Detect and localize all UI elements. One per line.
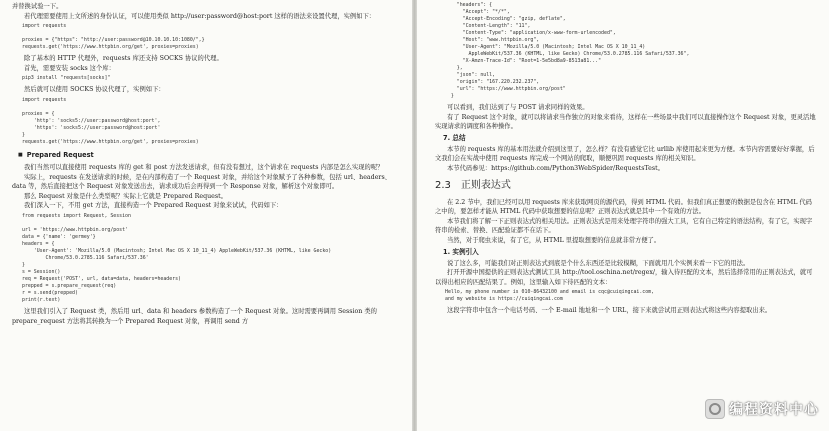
code-block: "headers": { "Accept": "*/*", "Accept-Encoding": "gzip, deflate", "Content-Length": "11", "Content-Type": "application/x-www-form-urlencoded", "Host": "www.httpbin.org", "User-Agent": "Mozilla/5.0 (Macintosh; Intel Mac OS X 10_11_4) AppleWebKit/537.36 (KHTML, like Gecko) Chrome/53.0.2785.116 Safari/537.36", "X-Amzn-Trace-Id": "Root=1-5e5bd8a9-8513a81..." }, "json": null, "origin": "167.220.232.237", "url": "https://www.httpbin.org/post" } — [450, 2, 690, 99]
paragraph: 然后就可以使用 SOCKS 协议代理了，实例如下： — [24, 86, 165, 94]
code-block: import requests proxies = {"https": "http://user:password@10.10.10.10:1080/",} requests.get('https://www.httpbin.org/get', proxies=proxies) — [22, 23, 205, 51]
paragraph: 并替换试验一下。 — [12, 3, 63, 10]
watermark-text: 编程资料中心 — [729, 402, 819, 418]
paragraph: 若代理需要使用上文所述的身份认证，可以使用类似 http://user:password@host:port 这样的语法来设置代理，实例如下： — [24, 12, 376, 20]
paragraph: 本节我们将了解一下正则表达式的相关用法。正则表达式是用来处理字符串的强大工具，它有自己特定的语法结构，有了它，实现字符串的检索、替换、匹配验证都不在话下。 — [435, 217, 813, 235]
paragraph: 实际上，requests 在发送请求的时候，是在内部构造了一个 Request 对象，并给这个对象赋予了各种参数，包括 url、headers、data 等，然后直接把这个 Request 对象发送出去，请求成功后会再得到一个 Response 对象，解析这个对象即可。 — [12, 173, 391, 191]
paragraph: 有了 Request 这个对象，就可以将请求当作独立的对象来看待，这样在一些场景中我们可以直接操作这个 Request 对象，更灵活地实现请求的调度和各种操作。 — [435, 113, 816, 131]
paragraph: 除了基本的 HTTP 代理外，requests 库还支持 SOCKS 协议的代理。 — [24, 55, 223, 63]
paragraph: 我们当然可以直接使用 requests 库的 get 和 post 方法发送请求，但有没有想过，这个请求在 requests 内部是怎么实现的呢？ — [24, 163, 384, 171]
paragraph: 打开开源中国提供的正则表达式测试工具 http://tool.oschina.net/regex/，输入待匹配的文本，然后选择常用的正则表达式，就可以得出相应的匹配结果了。例如，这里输入如下待匹配的文本： — [435, 269, 813, 286]
paragraph: 本节的 requests 库的基本用法就介绍到这里了，怎么样？有没有感觉它比 urllib 库使用起来更为方便。本节内容需要好好掌握，后文我们会在实战中使用 requests 库完成一个网站的爬取，顺便巩固 requests 库的相关知识。 — [435, 145, 815, 163]
left-page — [0, 0, 412, 431]
watermark — [705, 399, 819, 419]
subsection-heading: 1. 实例引入 — [443, 247, 479, 256]
paragraph: 这段字符串中包含一个电话号码、一个 E-mail 地址和一个 URL，接下来就尝试用正则表达式将这些内容提取出来。 — [447, 307, 772, 315]
section-heading: ■ Prepared Request — [18, 149, 398, 162]
right-page — [417, 0, 829, 431]
code-block: from requests import Request, Session url = 'https://www.httpbin.org/post' data = {'name': 'germey'} headers = { 'User-Agent': 'Mozilla/5.0 (Macintosh; Intel Mac OS X 10_11_4) AppleWebKit/537.36 (KHTML, like Gecko) Chrome/53.0.2785.116 Safari/537.36' } s = Session() req = Request('POST', url, data=data, headers=headers) prepped = s.prepare_request(req) r = s.send(prepped) print(r.text) — [22, 212, 332, 303]
paragraph: 可以看到，我们达到了与 POST 请求同样的效果。 — [447, 104, 589, 111]
subsection-heading: 7. 总结 — [443, 133, 466, 142]
paragraph: 我们深入一下，不用 get 方法，直接构造一个 Prepared Request 对象来试试，代码如下： — [24, 202, 283, 210]
watermark-logo-icon — [705, 399, 725, 419]
code-block: pip3 install "requests[socks]" — [22, 75, 111, 82]
paragraph: 这里我们引入了 Request 类，然后用 url、data 和 headers 参数构造了一个 Request 对象。这时需要再调用 Session 类的 prepare_request 方法将其转换为一个 Prepared Request 对象，再调用 send 方 — [12, 307, 377, 325]
paragraph: 那么 Request 对象是什么类型呢？实际上它就是 Prepared Request。 — [24, 192, 227, 200]
paragraph: 说了这么多，可能我们对正则表达式到底是个什么东西还是比较模糊，下面就用几个实例来看一下它的用法。 — [447, 259, 750, 267]
section-title: 正则表达式 — [460, 179, 511, 191]
section-number: 2.3 — [435, 179, 451, 191]
code-block: import requests proxies = { 'http': 'socks5://user:password@host:port', 'https': 'socks5://user:password@host:port' } requests.get('https://www.httpbin.org/get', proxies=proxies) — [22, 96, 199, 145]
paragraph: 在 2.2 节中，我们已经可以用 requests 库来获取网页的源代码，得到 HTML 代码。但我们真正想要的数据是包含在 HTML 代码之中的，要怎样才能从 HTML 代码中获取想要的信息呢？正则表达式就是其中一个有效的方法。 — [435, 198, 812, 216]
chapter-section-heading — [435, 178, 817, 194]
paragraph: 本节代码参见：https://github.com/Python3WebSpider/RequestsTest。 — [447, 164, 664, 172]
paragraph: 当然，对于爬虫来说，有了它，从 HTML 里提取想要的信息就非常方便了。 — [447, 236, 661, 244]
paragraph: 首先，需要安装 socks 这个库： — [24, 64, 115, 72]
code-block: Hello, my phone number is 010-86432100 and email is cqc@cuiqingcai.com, and my website is https://cuiqingcai.com — [445, 289, 655, 303]
